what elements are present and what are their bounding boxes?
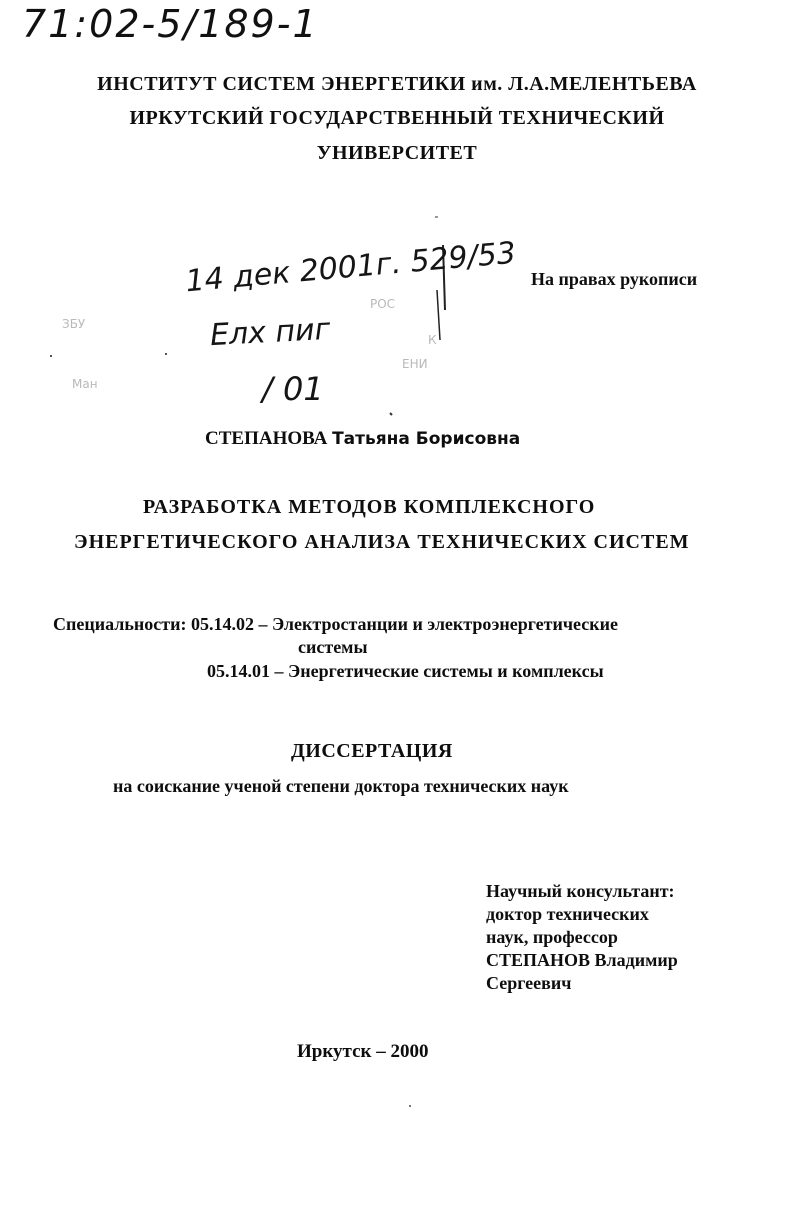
specialty-dash: – (274, 661, 284, 681)
consultant-name: СТЕПАНОВ Владимир (486, 950, 678, 970)
archive-code: 71:02-5/189-1 (22, 2, 319, 46)
stamp-handwritten-note: Елх пиг (209, 311, 332, 354)
document-type: ДИССЕРТАЦИЯ (291, 740, 453, 762)
specialty-name: Электростанции и электроэнергетические (271, 614, 618, 634)
library-stamp (40, 205, 518, 450)
header-university: ИРКУТСКИЙ ГОСУДАРСТВЕННЫЙ ТЕХНИЧЕСКИЙ (129, 107, 665, 129)
author-given-names: Татьяна Борисовна (332, 429, 521, 449)
consultant-degree: доктор технических (486, 904, 649, 924)
rights-note: На правах рукописи (531, 269, 698, 289)
degree-line: на соискание ученой степени доктора технических наук (113, 776, 569, 796)
specialty-row-1-cont: системы (298, 637, 368, 657)
specialty-row-2 (207, 661, 604, 682)
scientific-consultant (486, 880, 678, 995)
author-surname: СТЕПАНОВА (205, 428, 328, 449)
stamp-faint-text: Ман (72, 377, 98, 391)
scan-speck (409, 1105, 411, 1107)
stamp-faint-text: ЕНИ (402, 357, 428, 371)
stamp-handwritten-number: / 01 (262, 370, 324, 408)
consultant-label: Научный консультант: (486, 881, 675, 901)
header-university-cont: УНИВЕРСИТЕТ (316, 142, 478, 164)
specialty-name: Энергетические системы и комплексы (288, 661, 604, 681)
stamp-faint-text: РОС (370, 297, 396, 311)
specialty-code: 05.14.01 (207, 661, 270, 681)
consultant-title: наук, профессор (486, 927, 618, 947)
stamp-faint-text: К (428, 333, 437, 347)
stamp-faint-text: ЗБУ (62, 317, 86, 331)
author-name (205, 428, 520, 450)
stamp-date-number: 14 дек 2001г. 529/53 (184, 235, 518, 300)
specialty-row-1 (53, 614, 618, 635)
consultant-name-cont: Сергеевич (486, 973, 572, 993)
specialty-dash: – (258, 614, 268, 634)
dissertation-title-line1: РАЗРАБОТКА МЕТОДОВ КОМПЛЕКСНОГО (143, 496, 596, 518)
specialties-label: Специальности: (53, 614, 187, 634)
header-institute: ИНСТИТУТ СИСТЕМ ЭНЕРГЕТИКИ им. Л.А.МЕЛЕНТЬЕВА (97, 73, 697, 95)
dissertation-title-line2: ЭНЕРГЕТИЧЕСКОГО АНАЛИЗА ТЕХНИЧЕСКИХ СИСТЕМ (74, 531, 690, 553)
specialty-code: 05.14.02 (190, 614, 254, 634)
place-year: Иркутск – 2000 (297, 1041, 429, 1062)
